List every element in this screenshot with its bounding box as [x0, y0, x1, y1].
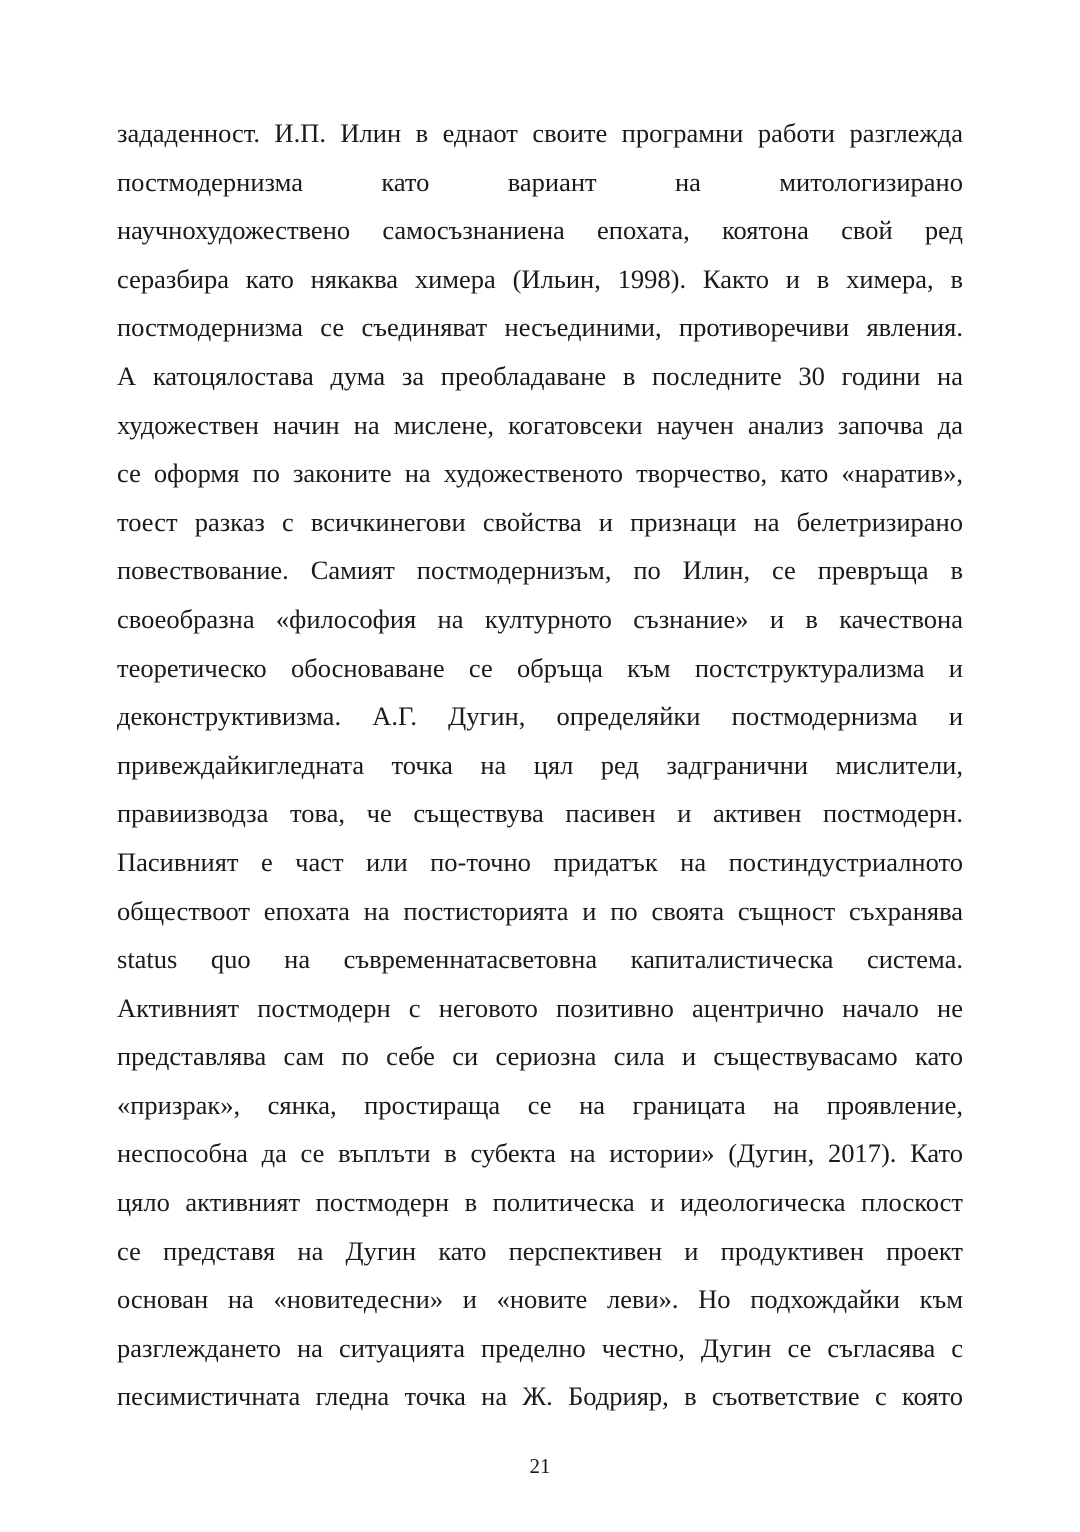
body-text [117, 109, 963, 1421]
text-line: научнохудожествено самосъзнаниена епохата, коятона свой ред [117, 215, 963, 246]
text-line: деконструктивизма. А.Г. Дугин, определяйки постмодернизма и [117, 701, 963, 732]
text-line: Пасивният е част или по-точно придатък на постиндустриалното [117, 846, 963, 877]
text-line: основан на «новитедесни» и «новите леви». Но подхождайки към [117, 1284, 963, 1315]
text-line: status quo на съвременнатасветовна капиталистическа система. [117, 944, 963, 975]
text-line: тоест разказ с всичкинегови свойства и признаци на белетризирано [117, 506, 963, 537]
text-line: обществоот епохата на постисторията и по своята същност съхранява [117, 895, 963, 926]
text-line: постмодернизма като вариант на митологизирано [117, 166, 963, 197]
text-line: «призрак», сянка, простираща се на границата на проявление, [117, 1089, 963, 1120]
text-line: А катоцялостава дума за преобладаване в последните 30 години на [117, 360, 963, 391]
text-line: зададенност. И.П. Илин в еднаот своите програмни работи разглежда [117, 118, 963, 148]
text-line: песимистичната гледна точка на Ж. Бодрияр, в съответствие с която [117, 1381, 963, 1412]
text-line: представлява сам по себе си сериозна сила и съществувасамо като [117, 1041, 963, 1072]
text-line: се представя на Дугин като перспективен и продуктивен проект [117, 1235, 963, 1266]
text-line: своеобразна «философия на културното съзнание» и в качествона [117, 603, 963, 634]
text-line: повествование. Самият постмодернизъм, по Илин, се превръща в [117, 555, 963, 586]
text-line: цяло активният постмодерн в политическа и идеологическа плоскост [117, 1187, 963, 1218]
text-line: разглеждането на ситуацията пределно честно, Дугин се съгласява с [117, 1332, 963, 1363]
text-line: неспособна да се въплъти в субекта на истории» (Дугин, 2017). Като [117, 1138, 963, 1169]
text-line: художествен начин на мислене, когатовсеки научен анализ започва да [117, 409, 963, 440]
text-line: правиизводза това, че съществува пасивен и активен постмодерн. [117, 798, 963, 829]
text-line: теоретическо обосноваване се обръща към постструктурализма и [117, 652, 963, 683]
text-line: Активният постмодерн с неговото позитивно ацентрично начало не [117, 992, 963, 1023]
text-line: се оформя по законите на художественото творчество, като «наратив», [117, 458, 963, 489]
text-line: постмодернизма се съединяват несъединими, противоречиви явления. [117, 312, 963, 343]
page-number: 21 [529, 1454, 551, 1478]
text-line: серазбира като някаква химера (Ильин, 1998). Както и в химера, в [117, 263, 963, 294]
text-line: привеждайкигледната точка на цял ред задгранични мислители, [117, 749, 963, 780]
